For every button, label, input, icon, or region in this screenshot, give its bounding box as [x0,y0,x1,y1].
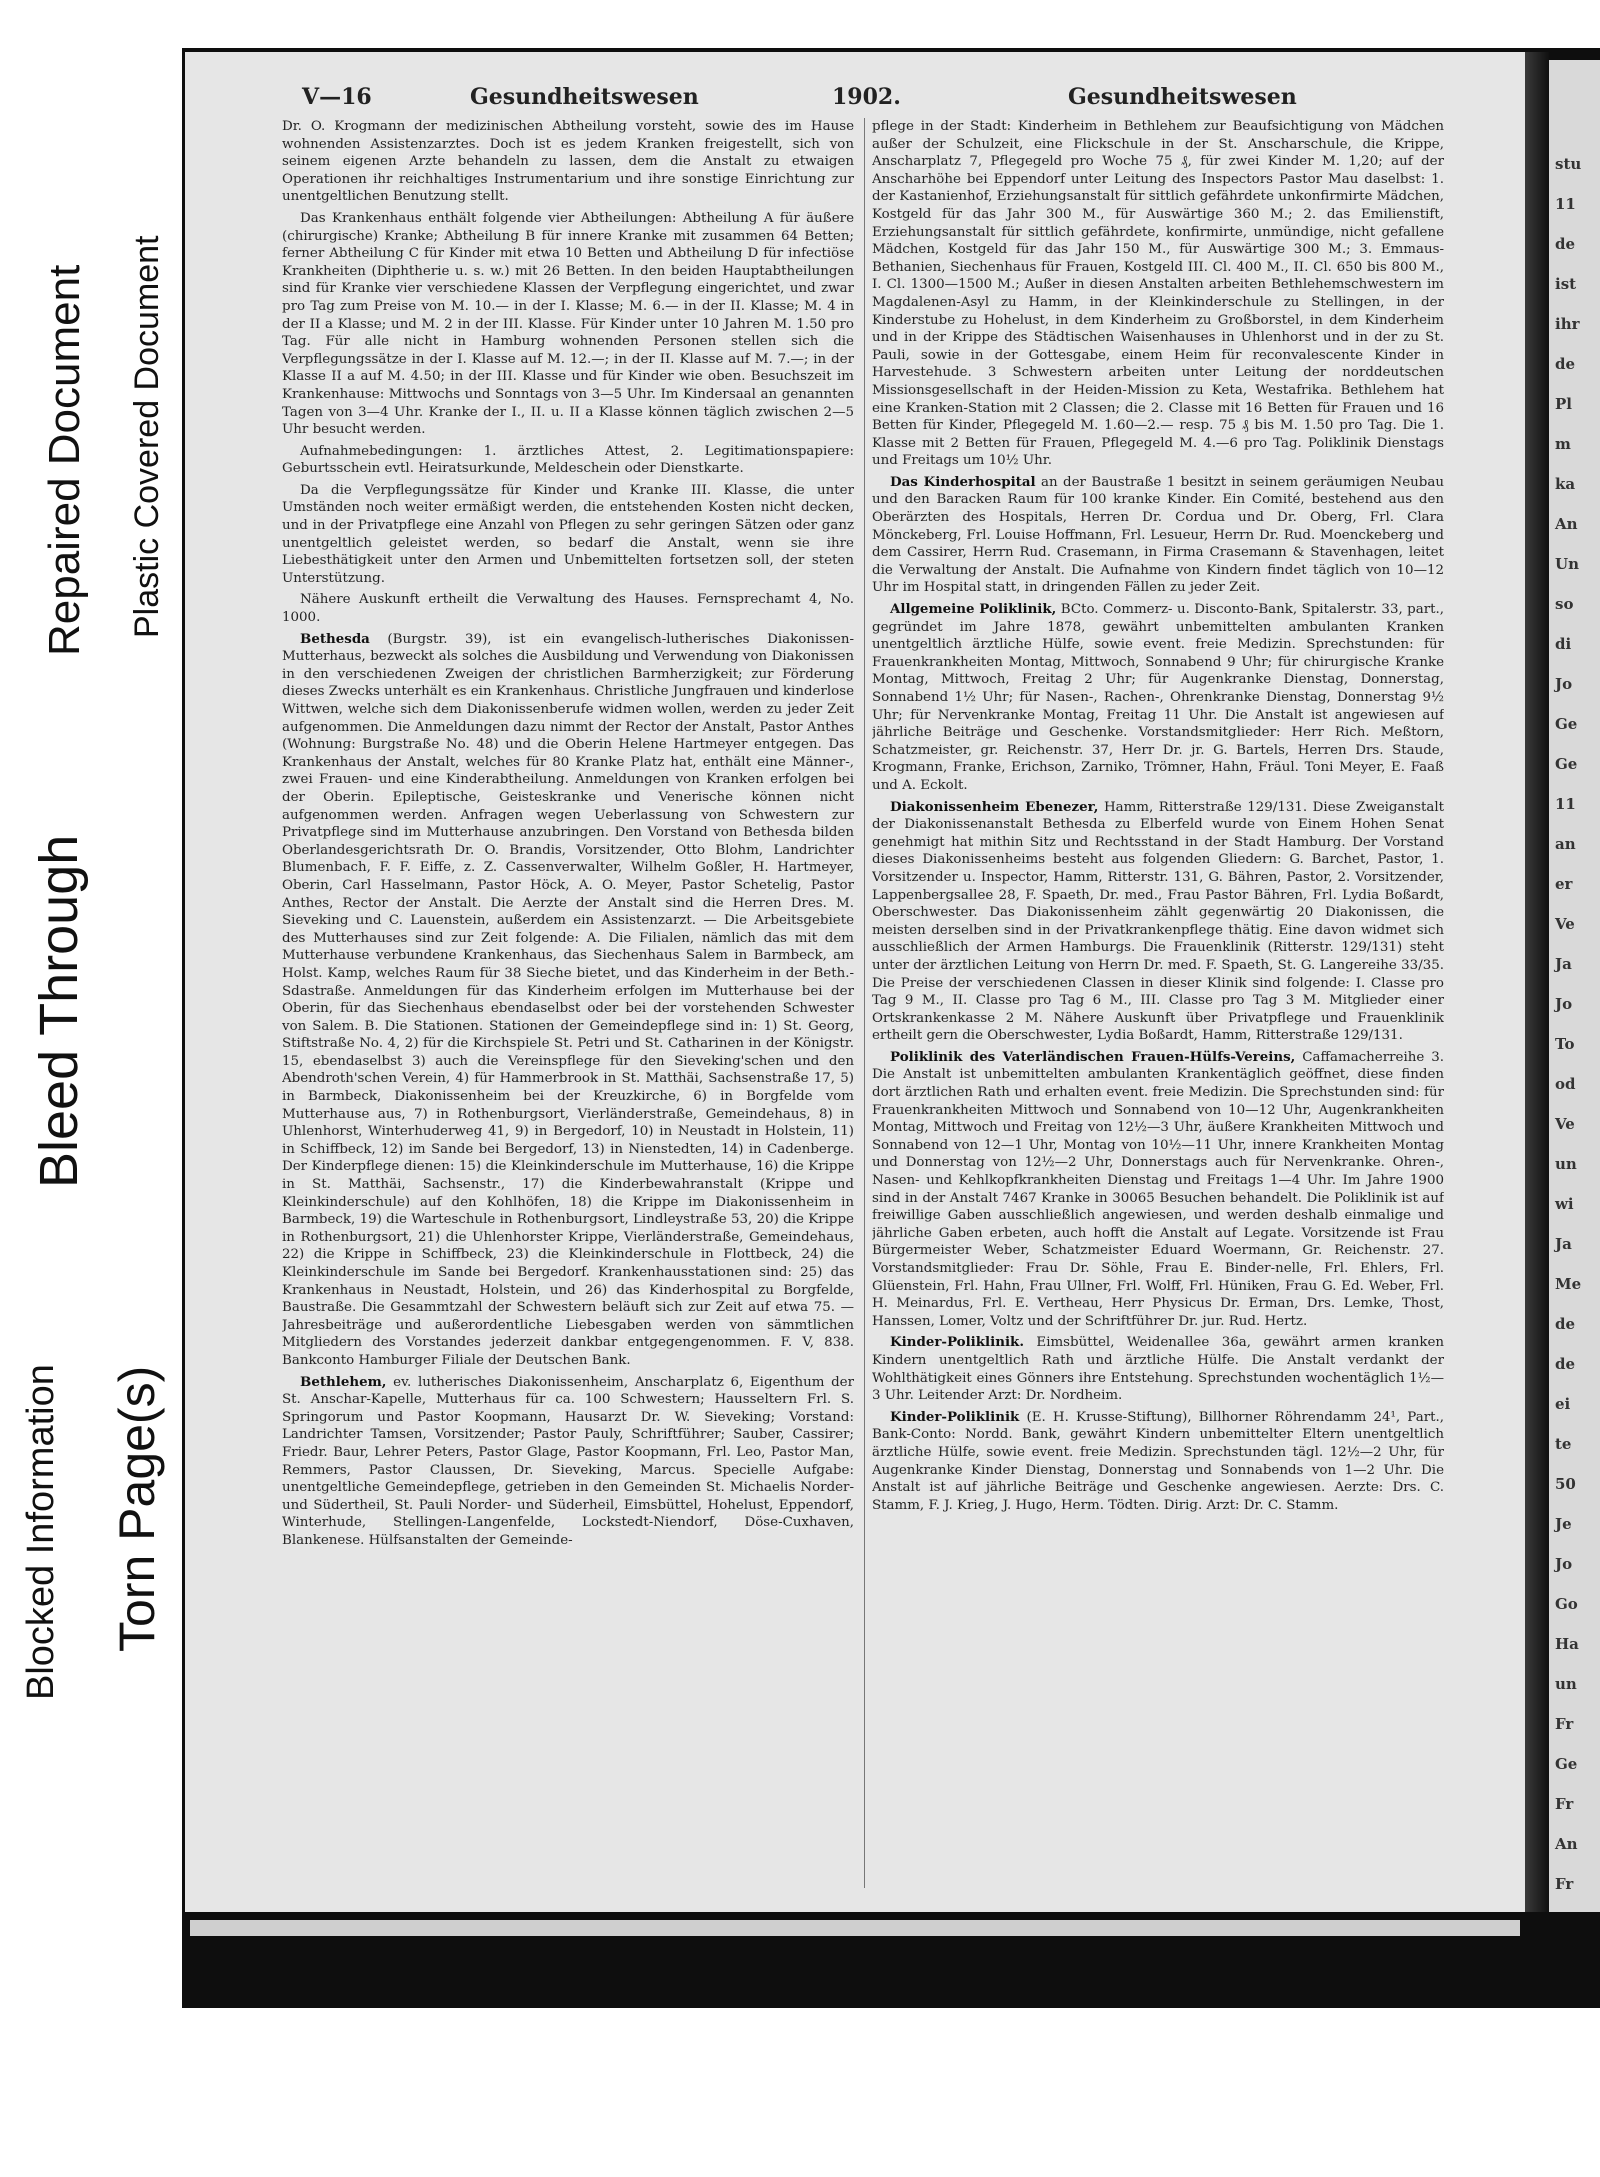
entry-paragraph: Aufnahmebedingungen: 1. ärztliches Attest, 2. Legitimationspapiere: Geburtsschein evtl. Heiratsurkunde, Meldeschein oder Dienstkarte. [282,443,854,477]
entry-kinder-poliklinik-eimsbuettel: Kinder-Poliklinik. Eimsbüttel, Weidenallee 36a, gewährt armen kranken Kindern unentgeltlich Rath und ärztliche Hülfe. Die Anstalt verdankt der Wohlthätigkeit eines Gönners ihre Entstehung. Sprechstunden wochentäglich 1½—3 Uhr. Leitender Arzt: Dr. Nordheim. [872,1334,1444,1404]
next-page-fragment: ei [1555,1395,1571,1413]
next-page-fragment: di [1555,635,1572,653]
year-heading: 1902. [832,84,901,110]
next-page-fragment: ist [1555,275,1577,293]
entry-paragraph: Da die Verpflegungssätze für Kinder und Kranke III. Klasse, die unter Umständen noch weiter ermäßigt werden, die entstehenden Kosten nicht decken, und in der Privatpflege eine Anzahl von Pflegen zu sehr geringen Sätzen oder ganz unentgeltlich geleistet werden, so bedarf die Anstalt, wenn sie ihre Liebesthätigkeit unter den Armen und Unbemittelten fortsetzen soll, der steten Unterstützung. [282,482,854,586]
entry-bethlehem: Bethlehem, ev. lutherisches Diakonissenheim, Anscharplatz 6, Eigenthum der St. Anschar-Kapelle, Mutterhaus für ca. 100 Schwestern; Hausseltern Frl. S. Springorum und Pastor Koopmann, Hausarzt Dr. W. Sieveking; Vorstand: Landrichter Tamsen, Vorsitzender; Pastor Pauly, Schriftführer; Sauber, Cassirer; Friedr. Baur, Lehrer Peters, Pastor Glage, Pastor Koopmann, Frl. Leo, Pastor Man, Remmers, Pastor Claussen, Dr. Sieveking, Marcus. Specielle Aufgabe: unentgeltliche Gemeindepflege, getrieben in den Gemeinden St. Michaelis Norder- und Südertheil, St. Pauli Norder- und Süderheil, Eimsbüttel, Hohelust, Eppendorf, Winterhude, Stellingen-Langenfelde, Lockstedt-Niendorf, Döse-Cuxhaven, Blankenese. Hülfsanstalten der Gemeinde- [282,1373,854,1548]
next-page-fragment: Ja [1555,1235,1572,1253]
next-page-fragment: Fr [1555,1795,1574,1813]
entry-bethesda: Bethesda (Burgstr. 39), ist ein evangelisch-lutherisches Diakonissen-Mutterhaus, bezweckt als solches die Ausbildung und Verwendung von Diakonissen in den verschiedenen Zweigen der christlichen Barmherzigkeit; zur Förderung dieses Zwecks unterhält es ein Krankenhaus. Christliche Jungfrauen und kinderlose Wittwen, welche sich dem Diakonissenberufe widmen wollen, werden zu jeder Zeit aufgenommen. Die Anmeldungen dazu nimmt der Rector der Anstalt, Pastor Anthes (Wohnung: Burgstraße No. 48) und die Oberin Helene Hartmeyer entgegen. Das Krankenhaus der Anstalt, welches für 80 Kranke Platz hat, enthält eine Männer-, zwei Frauen- und eine Kinderabtheilung. Anmeldungen von Kranken erfolgen bei der Oberin. Epileptische, Geisteskranke und Venerische können nicht aufgenommen werden. Anfragen wegen Ueberlassung von Schwestern zur Privatpflege sind im Mutterhause anzubringen. Den Vorstand von Bethesda bilden Oberlandesgerichtsrath Dr. O. Brandis, Vorsitzender, Otto Blohm, Landrichter Blumenbach, F. F. Eiffe, z. Z. Cassenverwalter, Wilhelm Goßler, H. Hartmeyer, Oberin, Carl Hasselmann, Pastor Höck, A. O. Meyer, Pastor Schetelig, Pastor Anthes, Rector der Anstalt. Die Aerzte der Anstalt sind die Herren Dres. M. Sieveking und C. Lauenstein, außerdem ein Assistenzarzt. — Die Arbeitsgebiete des Mutterhauses sind zur Zeit folgende: A. Die Filialen, nämlich das mit dem Mutterhause verbundene Krankenhaus, das Siechenhaus Salem in Barmbeck, am Holst. Kamp, welches Raum für 38 Sieche bietet, und das Kinderheim in der Beth.-Sdastraße. Anmeldungen für das Kinderheim erfolgen im Mutterhause bei der Oberin, für das Siechenhaus ebendaselbst oder bei der vorstehenden Schwester von Salem. B. Die Stationen. Stationen der Gemeindepflege sind in: 1) St. Georg, Stiftstraße No. 4, 2) für die Kirchspiele St. Petri und St. Catharinen in der Königstr. 15, ebendaselbst 3) auch die Vereinspflege für den Sieveking'schen und den Abendroth'schen Verein, 4) für Hammerbrook in St. Matthäi, Sachsenstraße 17, 5) in Barmbeck, Diakonissenheim bei der Kreuzkirche, 6) in Borgfelde vom Mutterhause aus, 7) in Rothenburgsort, Vierländerstraße, Gemeindehaus, 8) in Uhlenhorst, Winterhuderweg 41, 9) in Bergedorf, 10) in Neustadt in Holstein, 11) in Schiffbeck, 12) im Sande bei Bergedorf, 13) in Nienstedten, 14) in Cadenberge. Der Kinderpflege dienen: 15) die Kleinkinderschule im Mutterhause, 16) die Krippe in St. Matthäi, Sachsenstr., 17) die Kinderbewahranstalt (Krippe und Kleinkinderschule) auf den Kohlhöfen, 18) die Krippe im Diakonissenheim in Barmbeck, 19) die Warteschule in Rothenburgsort, Lindleystraße 53, 20) die Krippe in Rothenburgsort, 21) die Uhlenhorster Krippe, Vierländerstraße, Gemeindehaus, 22) die Krippe in Schiffbeck, 23) die Kleinkinderschule in Flottbeck, 24) die Kleinkinderschule im Sande bei Bergedorf. Krankenhausstationen sind: 25) das Krankenhaus in Neustadt, Holstein, und 26) das Kinderhospital zu Borgfelde, Baustraße. Die Gesammtzahl der Schwestern beläuft sich zur Zeit auf etwa 75. — Jahresbeiträge und außerordentliche Liebesgaben werden von sämmtlichen Mitgliedern des Vorstandes jederzeit dankbar entgegengenommen. F. V, 838. Bankconto Hamburger Filiale der Deutschen Bank. [282,630,854,1368]
next-page-fragment: Fr [1555,1715,1574,1733]
entry-paragraph: Dr. O. Krogmann der medizinischen Abtheilung vorsteht, sowie des im Hause wohnenden Assistenzarztes. Doch ist es jedem Kranken freigestellt, sich von seinem eigenen Arzte behandeln zu lassen, dem die Anstalt zu etwaigen Operationen ihr reichhaltiges Instrumentarium und ihre sonstige Einrichtung zur unentgeltlichen Benutzung stellt. [282,119,854,205]
next-page-fragment: Jo [1555,675,1573,693]
next-page-fragment: Ja [1555,955,1572,973]
right-column [872,118,1444,1898]
entry-paragraph: Das Krankenhaus enthält folgende vier Abtheilungen: Abtheilung A für äußere (chirurgische) Kranke; Abtheilung B für innere Kranke mit zusammen 64 Betten; ferner Abtheilung C für Kinder mit etwa 10 Betten und Abtheilung D für infectiöse Krankheiten (Diphtherie u. s. w.) mit 26 Betten. In den beiden Hauptabtheilungen sind für Kranke vier verschiedene Klassen der Verpflegung eingerichtet, und zwar pro Tag zum Preise von M. 10.— in der I. Klasse; M. 6.— in der II. Klasse; M. 4 in der II a Klasse; und M. 2 in der III. Klasse. Für Kinder unter 10 Jahren M. 1.50 pro Tag. Für alle nicht in Hamburg wohnenden Personen stellen sich die Verpflegungssätze in der I. Klasse auf M. 12.—; in der II. Klasse auf M. 7.—; in der Klasse II a auf M. 4.50; in der III. Klasse und für Kinder wie oben. Besuchszeit im Krankenhause: Mittwochs und Sonntags von 3—5 Uhr. Im Kindersaal an genannten Tagen von 3—4 Uhr. Kranke der I., II. u. II a Klasse können täglich zwischen 2—5 Uhr besucht werden. [282,210,854,438]
next-page-fragment: Je [1555,1515,1572,1533]
entry-diakonissenheim-ebenezer: Diakonissenheim Ebenezer, Hamm, Ritterstraße 129/131. Diese Zweiganstalt der Diakonissenanstalt Bethesda zu Elberfeld wurde von Einem Hohen Senat genehmigt hat mithin Sitz und Rechtsstand in der Stadt Hamburg. Der Vorstand dieses Diakonissenheims besteht aus folgenden Gliedern: G. Barchet, Pastor, 1. Vorsitzender u. Inspector, Hamm, Ritterstr. 131, G. Bähren, Pastor, 2. Vorsitzender, Lappenbergsallee 28, F. Spaeth, Dr. med., Frau Pastor Bähren, Frl. Lydia Boßardt, Oberschwester. Das Diakonissenheim zählt gegenwärtig 20 Diakonissen, die meisten derselben sind in der Privatkrankenpflege thätig. Eine davon widmet sich ausschließlich der Armen Hamburgs. Die Frauenklinik (Ritterstr. 129/131) steht unter der ärztlichen Leitung von Herrn Dr. med. F. Spaeth, St. G. Langereihe 33/35. Die Preise der verschiedenen Classen in dieser Klinik sind folgende: I. Classe pro Tag 9 M., II. Classe pro Tag 6 M., III. Classe pro Tag 3 M. Mitglieder einer Ortskrankenkasse 2 M. Nähere Auskunft über Privatpflege und Frauenklinik ertheilt gern die Oberschwester, Lydia Boßardt, Hamm, Ritterstraße 129/131. [872,798,1444,1044]
next-page-fragment: Fr [1555,1875,1574,1893]
next-page-fragment: od [1555,1075,1576,1093]
next-page-fragment: Ve [1555,915,1575,933]
scan-bottom-highlight [190,1920,1520,1936]
label-bleed-through: Bleed Through [29,834,89,1188]
entry-allgemeine-poliklinik: Allgemeine Poliklinik, BCto. Commerz- u. Disconto-Bank, Spitalerstr. 33, part., gegründet im Jahre 1878, gewährt unbemittelten ambulanten Kranken unentgeltlich ärztliche Hülfe, sowie event. freie Medizin. Sprechstunden: für Frauenkrankheiten Montag, Mittwoch, Sonnabend 9 Uhr; für chirurgische Kranke Montag, Mittwoch, Freitag 2 Uhr; für Augenkranke Dienstag, Donnerstag, Sonnabend 1½ Uhr; für Nasen-, Rachen-, Ohrenkranke Dienstag, Donnerstag 9½ Uhr; für Nervenkranke Montag, Freitag 11 Uhr. Die Anstalt ist angewiesen auf jährliche Beiträge und Geschenke. Vorstandsmitglieder: Herr Rich. Meßtorn, Schatzmeister, gr. Reichenstr. 37, Herr Dr. jr. G. Bartels, Herren Drs. Staude, Krogmann, Franke, Erichson, Zarniko, Trömner, Hahn, Fräul. Toni Meyer, E. Faaß und A. Eckolt. [872,601,1444,793]
next-page-fragment: Pl [1555,395,1572,413]
next-page-fragment: 11 [1555,795,1576,813]
next-page-fragment: An [1555,1835,1578,1853]
label-blocked-information: Blocked Information [20,1364,62,1700]
next-page-fragment: To [1555,1035,1575,1053]
next-page-fragment: wi [1555,1195,1574,1213]
page-number: V—16 [302,84,372,110]
next-page-fragment: an [1555,835,1576,853]
next-page-fragment: An [1555,515,1578,533]
page-gutter-shadow [1525,52,1549,1912]
next-page-fragment: Go [1555,1595,1578,1613]
next-page-fragment: de [1555,355,1576,373]
next-page-fragment: er [1555,875,1573,893]
column-divider [864,118,865,1888]
next-page-fragment: stu [1555,155,1582,173]
next-page-fragment: m [1555,435,1571,453]
entry-paragraph: Nähere Auskunft ertheilt die Verwaltung des Hauses. Fernsprechamt 4, No. 1000. [282,592,854,626]
next-page-fragment: ihr [1555,315,1580,333]
left-running-title: Gesundheitswesen [470,84,699,110]
left-column [282,118,854,1898]
next-page-fragment: Ge [1555,1755,1578,1773]
next-page-fragment: de [1555,1315,1576,1333]
next-page-fragment: so [1555,595,1574,613]
next-page-fragment: Me [1555,1275,1582,1293]
next-page-fragment: Ge [1555,755,1578,773]
label-torn-pages: Torn Page(s) [109,1365,165,1652]
entry-kinderhospital: Das Kinderhospital an der Baustraße 1 besitzt in seinem geräumigen Neubau und den Baracken Raum für 100 kranke Kinder. Ein Comité, bestehend aus den Oberärzten des Hospitals, Herren Dr. Cordua und Dr. Oberg, Frl. Clara Mönckeberg, Frl. Louise Hoffmann, Frl. Lesueur, Herrn Dr. Rud. Moenckeberg und dem Cassirer, Herrn Rud. Crasemann, in Firma Crasemann & Stavenhagen, leitet die Verwaltung der Anstalt. Die Aufnahme von Kindern findet täglich von 10—12 Uhr im Hospital statt, in dringenden Fällen zu jeder Zeit. [872,473,1444,596]
label-plastic-covered-document: Plastic Covered Document [128,235,166,638]
next-page-fragment: 50 [1555,1475,1576,1493]
damage-labels [0,60,180,1700]
next-page-fragment: te [1555,1435,1572,1453]
next-page-fragment: Jo [1555,995,1573,1013]
next-page-edge [1549,60,1600,1930]
next-page-fragment: de [1555,235,1576,253]
right-running-title: Gesundheitswesen [1068,84,1297,110]
next-page-fragment: de [1555,1355,1576,1373]
next-page-fragment: un [1555,1675,1577,1693]
entry-kinder-poliklinik-krusse: Kinder-Poliklinik (E. H. Krusse-Stiftung), Billhorner Röhrendamm 24¹, Part., Bank-Conto: Nordd. Bank, gewährt Kindern unbemittelter Eltern unentgeltlich ärztliche Hülfe, sowie event. freie Medizin. Sprechstunden tägl. 12½—2 Uhr, für Augenkranke Kinder Dienstag, Donnerstag und Sonnabends von 1—2 Uhr. Die Anstalt ist auf jährliche Beiträge und Geschenke angewiesen. Aerzte: Drs. C. Stamm, F. J. Krieg, J. Hugo, Herm. Tödten. Dirig. Arzt: Dr. C. Stamm. [872,1408,1444,1513]
entry-paragraph: pflege in der Stadt: Kinderheim in Bethlehem zur Beaufsichtigung von Mädchen außer der Schulzeit, eine Flickschule in der St. Anscharschule, die Krippe, Anscharplatz 7, Pflegegeld pro Woche 75 ₰, für zwei Kinder M. 1,20; auf der Anscharhöhe bei Eppendorf unter Leitung des Inspectors Pastor Mau daselbst: 1. der Kastanienhof, Erziehungsanstalt für sittlich gefährdete unkonfirmirte Mädchen, Kostgeld für das Jahr 300 M., für Auswärtige 360 M.; 2. das Emilienstift, Erziehungsanstalt für sittlich gefährdete, konfirmirte, unmündige, nicht gefallene Mädchen, Kostgeld für das Jahr 150 M., für Auswärtige 300 M.; 3. Emmaus-Bethanien, Siechenhaus für Frauen, Kostgeld III. Cl. 400 M., II. Cl. 650 bis 800 M., I. Cl. 1300—1500 M.; Außer in diesen Anstalten arbeiten Bethlehemschwestern im Magdalenen-Asyl zu Hamm, in der Kleinkinderschule zu Stellingen, in der Kinderstube zu Hohelust, in dem Kinderheim zu Großborstel, in dem Kinderheim und in der Krippe des Städtischen Waisenhauses in Uhlenhorst und in der zu St. Pauli, sowie in der Gottesgabe, einem Heim für reconvalescente Kinder in Harvestehude. 3 Schwestern arbeiten unter Leitung der norddeutschen Missionsgesellschaft in der Heiden-Mission zu Keta, Westafrika. Bethlehem hat eine Kranken-Station mit 2 Classen; die 2. Classe mit 16 Betten für Frauen und 16 Betten für Kinder, Pflegegeld M. 1.60—2.— resp. 75 ₰ bis M. 1.50 pro Tag. Die 1. Klasse mit 2 Betten für Frauen, Pflegegeld M. 4.—6 pro Tag. Poliklinik Dienstags und Freitags um 10½ Uhr. [872,119,1444,469]
next-page-fragment: Un [1555,555,1579,573]
next-page-fragment: un [1555,1155,1577,1173]
next-page-fragment: Ge [1555,715,1578,733]
next-page-fragment: Ve [1555,1115,1575,1133]
next-page-fragment: Ha [1555,1635,1579,1653]
next-page-fragment: 11 [1555,195,1576,213]
label-repaired-document: Repaired Document [40,264,89,656]
next-page-fragment: Jo [1555,1555,1573,1573]
entry-poliklinik-frauen-huelfs-verein: Poliklinik des Vaterländischen Frauen-Hülfs-Vereins, Caffamacherreihe 3. Die Anstalt ist unbemittelten ambulanten Krankentäglich geöffnet, diese finden dort ärztlichen Rath und erhalten event. freie Medizin. Die Sprechstunden sind: für Frauenkrankheiten Mittwoch und Sonnabend von 10—12 Uhr, Augenkrankheiten Montag, Mittwoch und Freitag von 12½—3 Uhr, äußere Krankheiten Mittwoch und Sonnabend von 12—1 Uhr, Montag von 10½—11 Uhr, innere Krankheiten Montag und Donnerstag von 12½—2 Uhr, Donnerstags auch für Nervenkranke. Ohren-, Nasen- und Kehlkopfkrankheiten Dienstag und Freitags 1—4 Uhr. Im Jahre 1900 sind in der Anstalt 7467 Kranke in 30065 Besuchen behandelt. Die Poliklinik ist auf freiwillige Gaben ausschließlich angewiesen, und werden deshalb einmalige und jährliche Gaben erbeten, auch hofft die Anstalt auf Legate. Vorsitzende ist Frau Bürgermeister Weber, Schatzmeister Eduard Woermann, Gr. Reichenstr. 27. Vorstandsmitglieder: Frau Dr. Söhle, Frau E. Binder-nelle, Frl. Ehlers, Frl. Glüenstein, Frl. Hahn, Frau Ullner, Frl. Wolff, Frl. Hüniken, Frau G. Ed. Weber, Frl. H. Meinardus, Frl. E. Vertheau, Herr Physicus Dr. Erman, Drs. Lemke, Thost, Hanssen, Lomer, Voltz und der Schriftführer Dr. jur. Rud. Hertz. [872,1048,1444,1329]
next-page-fragment: ka [1555,475,1576,493]
